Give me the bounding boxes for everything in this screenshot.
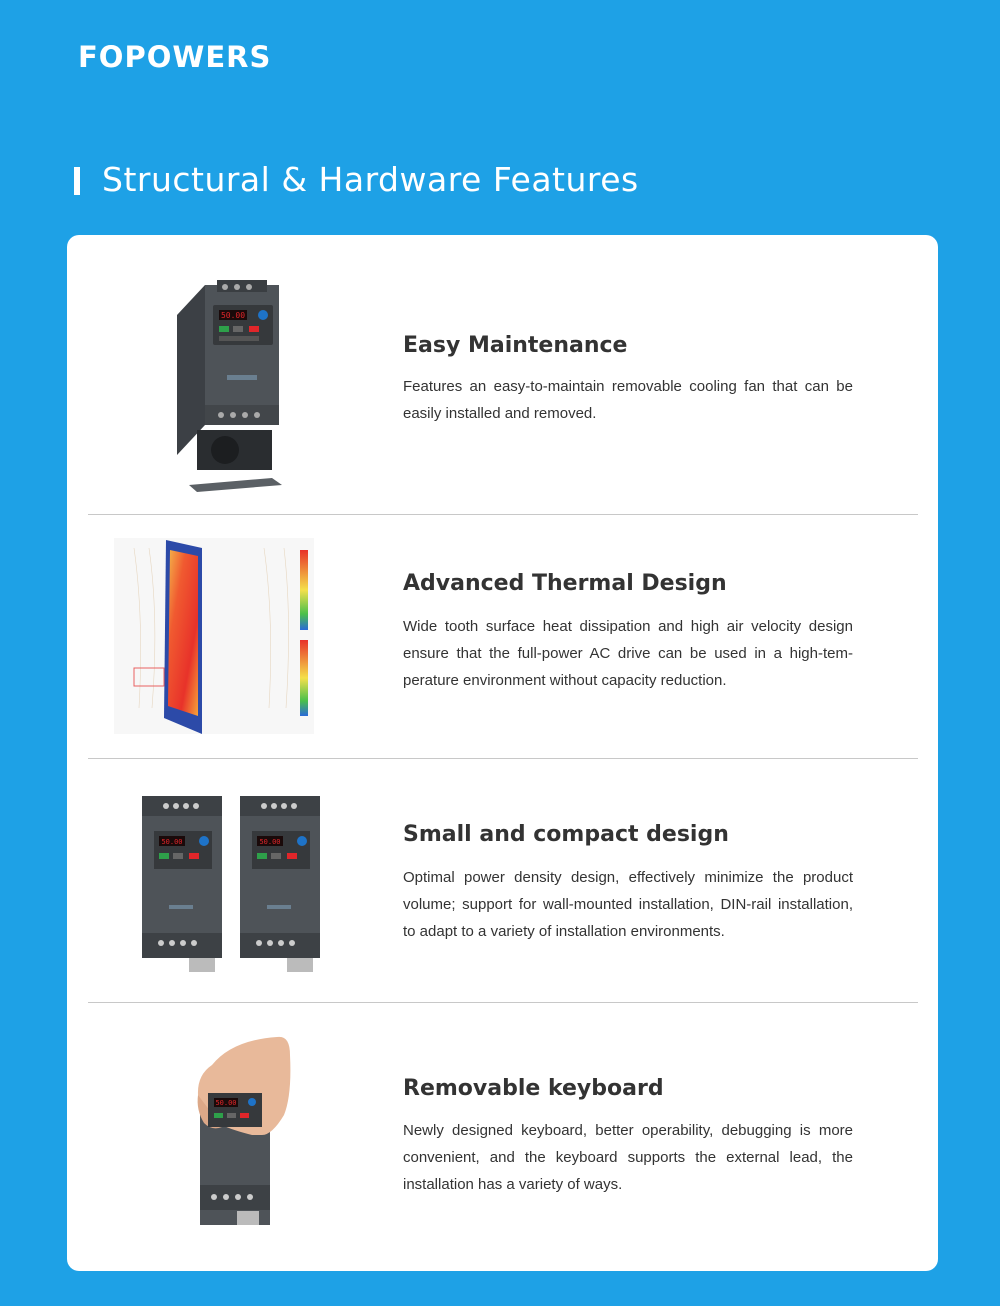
heading-accent-bar	[74, 167, 80, 195]
section-title: Structural & Hardware Features	[102, 160, 639, 199]
feature-description: Wide tooth surface heat dissipation and high air velocity design ensure that the full-power AC drive can be used in a high-tem-perature environment without capacity reduction.	[403, 618, 853, 689]
logo: FOPOWERS	[78, 40, 272, 74]
divider	[88, 758, 918, 759]
feature-description: Newly designed keyboard, better operability, debugging is more convenient, and the keyboard supports the external lead, the installation has a variety of ways.	[403, 1122, 853, 1193]
feature-title: Advanced Thermal Design	[403, 571, 727, 596]
feature-description: Features an easy-to-maintain removable cooling fan that can be easily installed and removed.	[403, 378, 853, 422]
svg-text:50.00: 50.00	[220, 311, 246, 320]
compact-drives-image	[139, 793, 329, 978]
divider	[88, 1002, 918, 1003]
feature-title: Small and compact design	[403, 822, 729, 847]
svg-text:50.00: 50.00	[215, 1099, 237, 1107]
svg-text:50.00: 50.00	[161, 838, 183, 846]
feature-title: Easy Maintenance	[403, 333, 628, 358]
feature-title: Removable keyboard	[403, 1076, 664, 1101]
thermal-simulation-image	[114, 538, 314, 734]
divider	[88, 514, 918, 515]
removable-keypad-image	[192, 1035, 302, 1230]
ac-drive-with-fan-image	[167, 280, 327, 495]
svg-text:50.00: 50.00	[259, 838, 281, 846]
feature-description: Optimal power density design, effectively minimize the product volume; support for wall-mounted installation, DIN-rail installation, to adapt to a variety of installation environments.	[403, 869, 853, 940]
features-card	[67, 235, 938, 1271]
